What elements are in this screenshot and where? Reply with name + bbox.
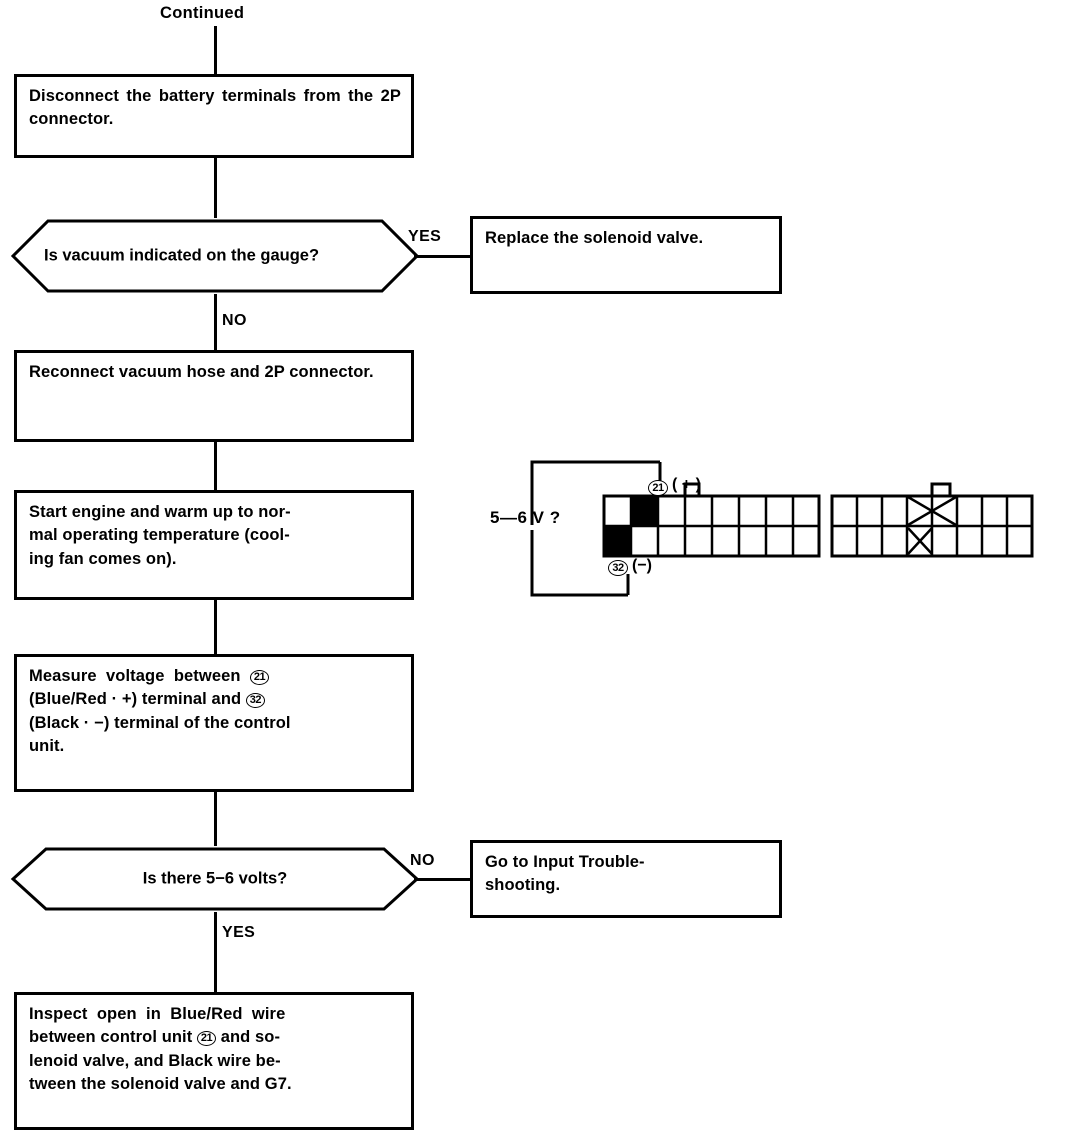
terminal-negative-sign: (−) — [632, 557, 652, 574]
connector-line — [214, 294, 217, 350]
step-text: Go to Input Trouble- shooting. — [485, 853, 645, 895]
step-text: Replace the solenoid valve. — [485, 229, 704, 247]
step-disconnect-battery — [14, 74, 414, 158]
decision-five-to-six-volts — [10, 846, 420, 912]
connector-line — [214, 442, 217, 490]
connector-line — [414, 878, 472, 881]
branch-label-yes-vacuum: YES — [408, 228, 442, 245]
connector-line — [214, 792, 217, 846]
step-go-to-input-troubleshooting — [470, 840, 782, 918]
decision-vacuum-indicated — [10, 218, 420, 294]
terminal-21-callout: 21 — [648, 480, 668, 496]
terminal-positive-sign: ( + ) — [672, 476, 701, 493]
step-inspect-open-wire — [14, 992, 414, 1130]
step-text: Disconnect the battery terminals from the 2P connector. — [29, 87, 401, 129]
step-text: Reconnect vacuum hose and 2P connector. — [29, 363, 374, 381]
branch-label-no-vacuum: NO — [222, 312, 247, 329]
connector-line — [214, 912, 217, 992]
connector-terminal-illustration — [480, 440, 1060, 615]
connector-line — [214, 158, 217, 218]
branch-label-yes-volts: YES — [222, 924, 256, 941]
terminal-32-callout: 32 — [608, 560, 628, 576]
step-text: Measure voltage between 21 (Blue/Red · +) terminal and 32 (Black · −) terminal of the control unit. — [29, 667, 291, 756]
terminal-32-badge: 32 — [246, 693, 265, 708]
step-measure-voltage — [14, 654, 414, 792]
decision-text: Is there 5−6 volts? — [142, 869, 288, 888]
terminal-21-badge: 21 — [197, 1031, 216, 1046]
terminal-21-badge: 21 — [250, 670, 269, 685]
connector-line — [214, 600, 217, 654]
step-start-engine-warm-up — [14, 490, 414, 600]
voltage-spec-label: 5—6 V ? — [490, 508, 561, 527]
step-replace-solenoid-valve — [470, 216, 782, 294]
connector-line — [414, 255, 472, 258]
decision-text: Is vacuum indicated on the gauge? — [44, 246, 320, 265]
step-text: Inspect open in Blue/Red wire between control unit 21 and so- lenoid valve, and Black wire be- tween the solenoid valve and G7. — [29, 1005, 292, 1094]
step-text: Start engine and warm up to nor- mal operating temperature (cool- ing fan comes on). — [29, 503, 291, 568]
step-reconnect-vacuum-hose — [14, 350, 414, 442]
branch-label-no-volts: NO — [410, 852, 435, 869]
continued-label: Continued — [160, 4, 245, 22]
connector-line — [214, 26, 217, 74]
